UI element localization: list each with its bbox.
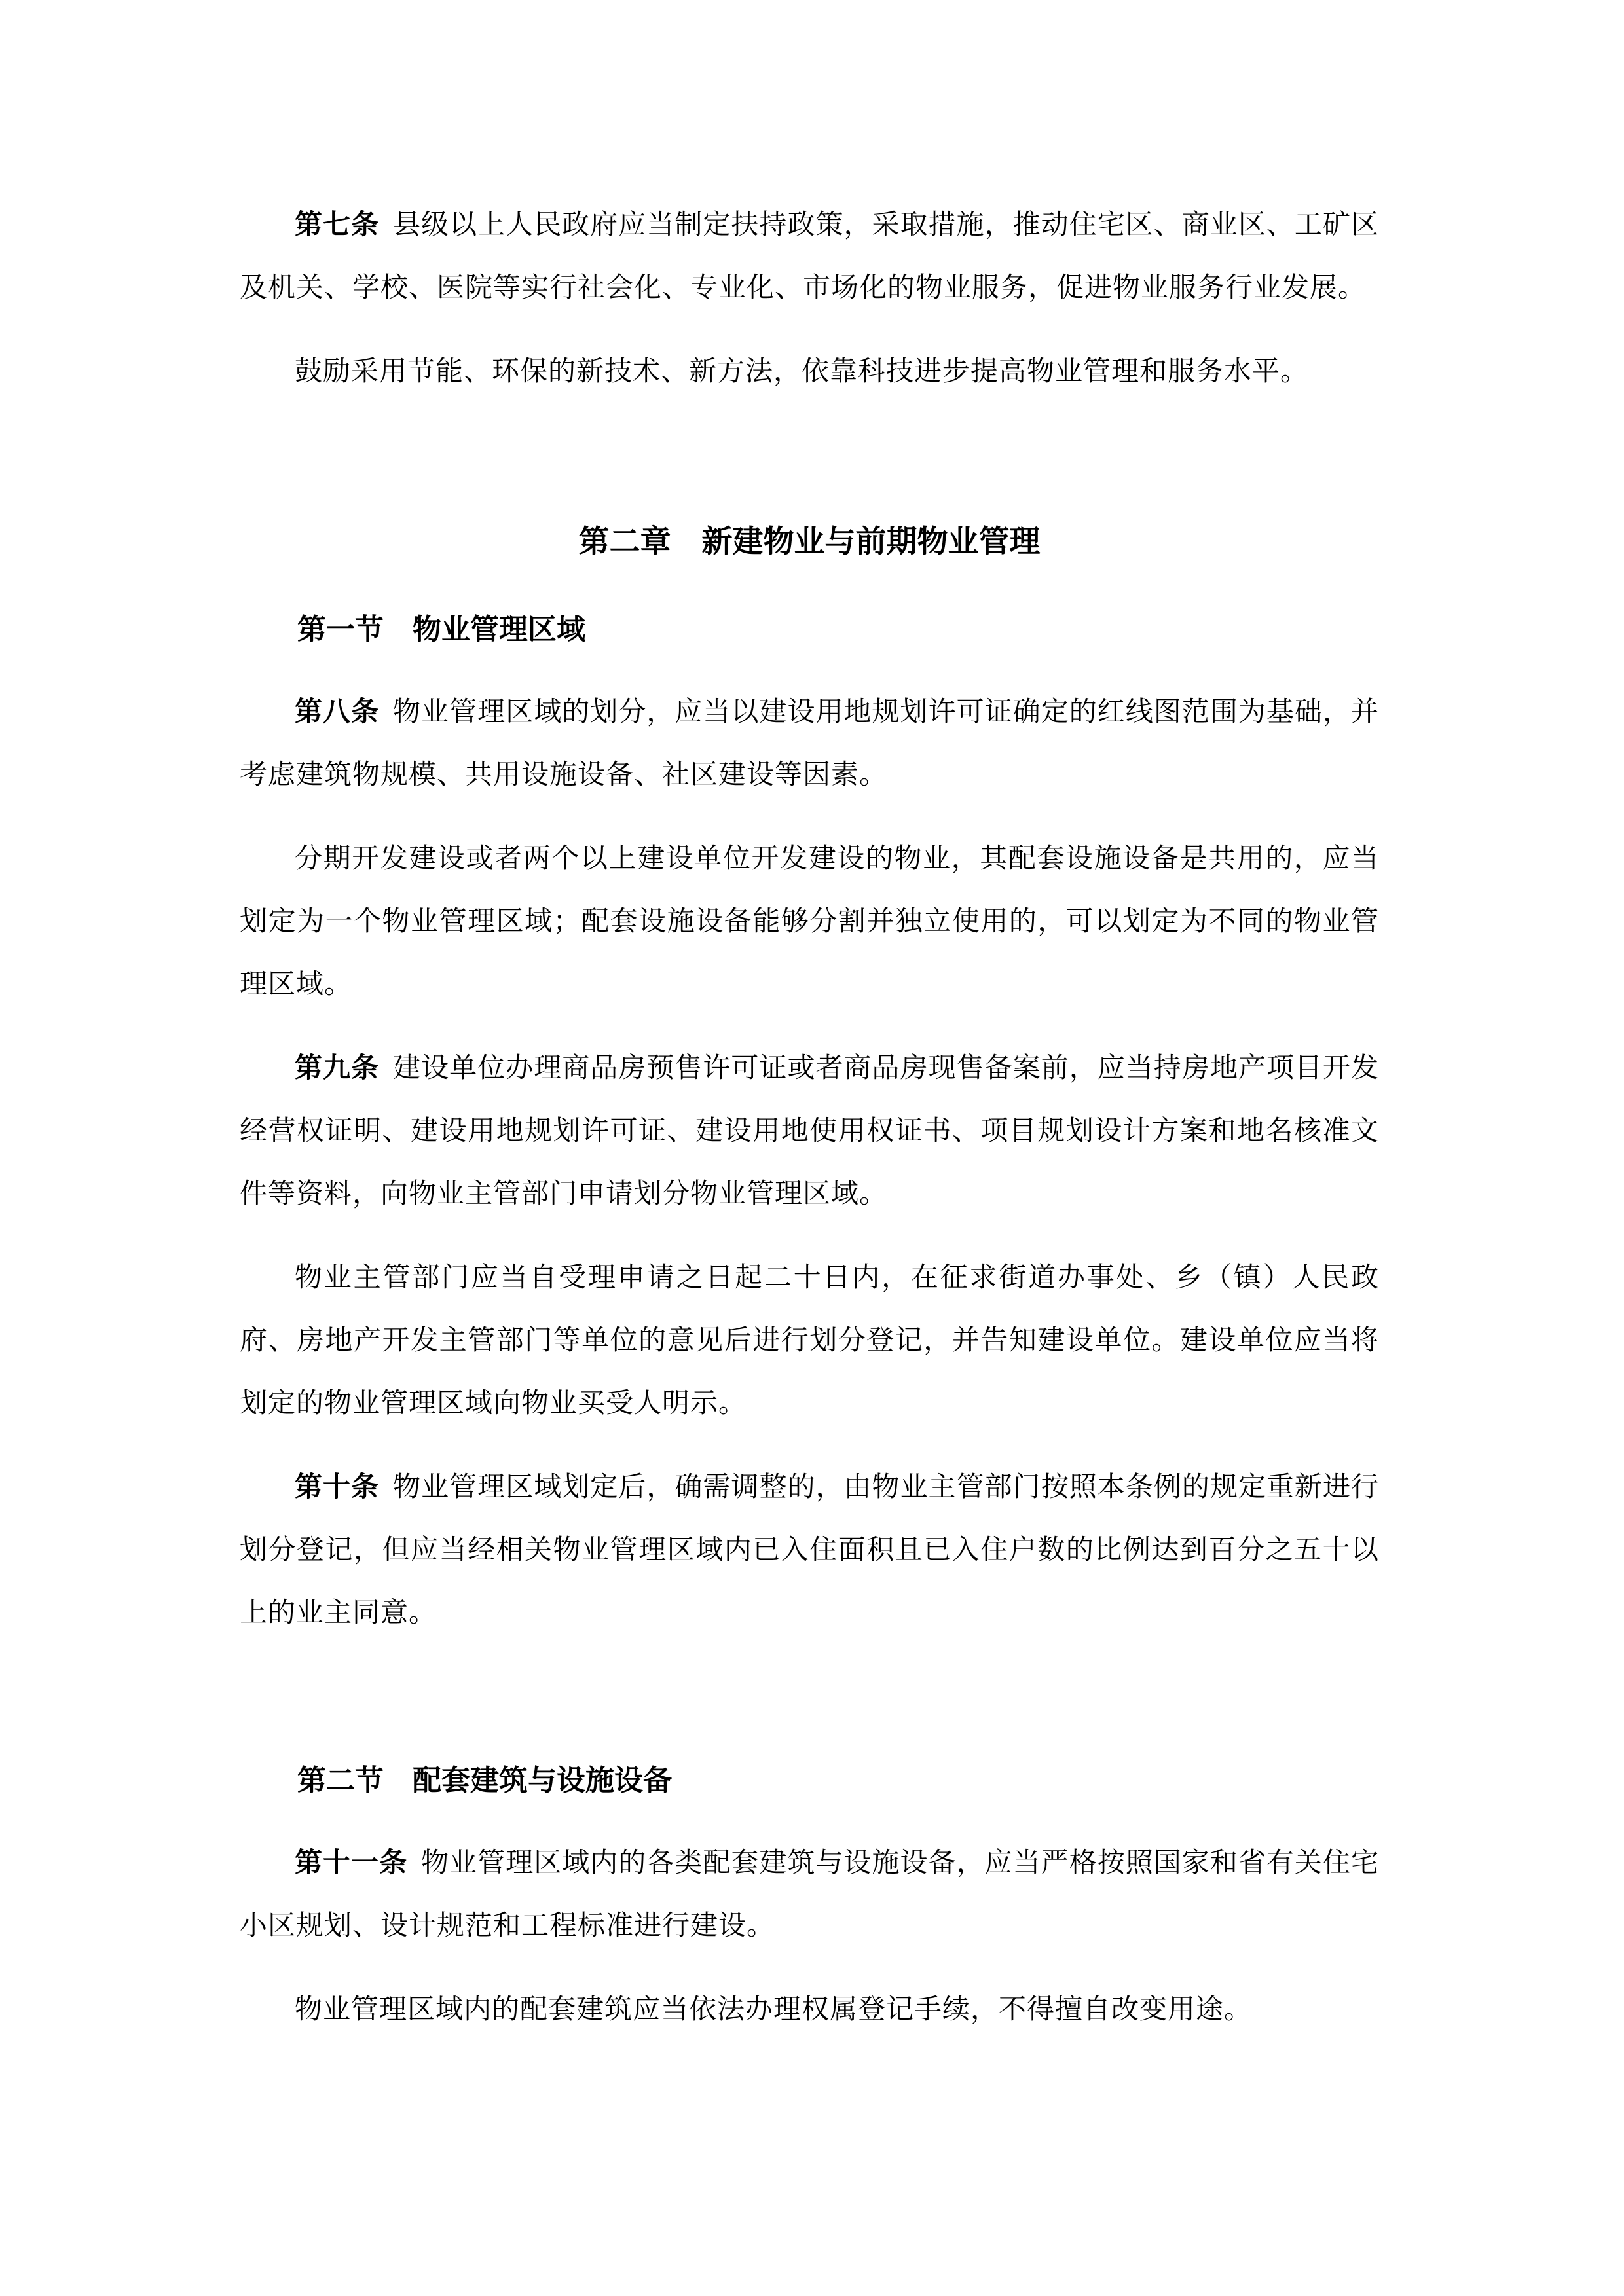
article-10-paragraph [240,1456,1379,1645]
article-number: 第十条 [295,1472,380,1503]
article-number: 第十一条 [295,1848,408,1878]
paragraph-text: 物业管理区域内的各类配套建筑与设施设备，应当严格按照国家和省有关住宅小区规划、设计规范和工程标准进行建设。 [240,1848,1379,1941]
paragraph-text: 物业主管部门应当自受理申请之日起二十日内，在征求街道办事处、乡（镇）人民政府、房地产开发主管部门等单位的意见后进行划分登记，并告知建设单位。建设单位应当将划定的物业管理区域向物业买受人明示。 [240,1263,1379,1419]
paragraph-text: 物业管理区域划定后，确需调整的，由物业主管部门按照本条例的规定重新进行划分登记，但应当经相关物业管理区域内已入住面积且已入住户数的比例达到百分之五十以上的业主同意。 [240,1472,1379,1628]
article-9-paragraph [240,1037,1379,1226]
article-11-paragraph [240,1832,1379,1958]
section-1-heading: 第一节 物业管理区域 [297,613,585,646]
paragraph-text: 鼓励采用节能、环保的新技术、新方法，依靠科技进步提高物业管理和服务水平。 [295,357,1309,387]
paragraph-text: 县级以上人民政府应当制定扶持政策，采取措施，推动住宅区、商业区、工矿区及机关、学校、医院等实行社会化、专业化、市场化的物业服务，促进物业服务行业发展。 [240,210,1379,303]
paragraph-text: 物业管理区域的划分，应当以建设用地规划许可证确定的红线图范围为基础，并考虑建筑物规模、共用设施设备、社区建设等因素。 [240,697,1379,790]
article-8-paragraph [240,681,1379,807]
article-number: 第八条 [295,697,380,727]
paragraph-text: 建设单位办理商品房预售许可证或者商品房现售备案前，应当持房地产项目开发经营权证明、建设用地规划许可证、建设用地使用权证书、项目规划设计方案和地名核准文件等资料，向物业主管部门申请划分物业管理区域。 [240,1053,1379,1209]
paragraph [240,828,1379,1016]
article-number: 第九条 [295,1053,380,1084]
article-7-paragraph [240,194,1379,319]
paragraph [240,1978,1379,2041]
paragraph [240,1247,1379,1435]
article-number: 第七条 [295,210,380,240]
paragraph [240,340,1379,403]
paragraph-text: 物业管理区域内的配套建筑应当依法办理权属登记手续，不得擅自改变用途。 [295,1995,1253,2025]
section-2-heading: 第二节 配套建筑与设施设备 [297,1764,672,1796]
chapter-heading: 第二章 新建物业与前期物业管理 [578,525,1041,559]
paragraph-text: 分期开发建设或者两个以上建设单位开发建设的物业，其配套设施设备是共用的，应当划定为一个物业管理区域；配套设施设备能够分割并独立使用的，可以划定为不同的物业管理区域。 [240,844,1379,1000]
